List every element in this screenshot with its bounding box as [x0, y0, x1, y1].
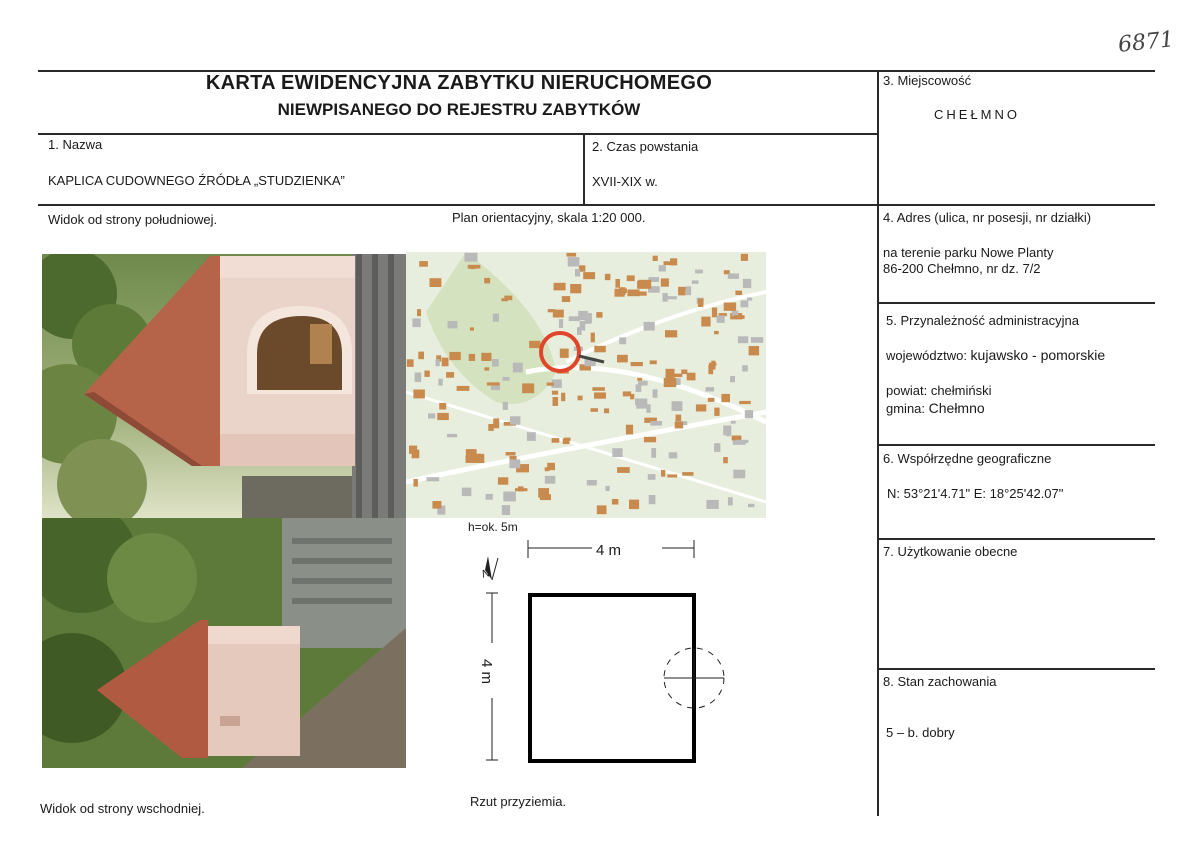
map-building — [547, 463, 555, 470]
map-building — [637, 378, 642, 381]
coords-label: 6. Współrzędne geograficzne — [883, 451, 1052, 466]
orientation-map — [406, 252, 766, 518]
map-building — [714, 408, 719, 416]
name-label: 1. Nazwa — [48, 137, 103, 152]
map-building — [675, 422, 684, 429]
condition-label: 8. Stan zachowania — [883, 674, 997, 689]
map-building — [606, 486, 610, 491]
map-building — [561, 393, 565, 402]
commune-value: Chełmno — [928, 400, 985, 416]
map-building — [669, 452, 678, 458]
map-building — [554, 283, 566, 291]
locality-value: CHEŁMNO — [934, 107, 1021, 122]
map-building — [560, 349, 569, 358]
map-building — [653, 389, 658, 398]
map-building — [617, 467, 630, 473]
county-prefix: powiat: — [886, 383, 931, 398]
map-building — [430, 278, 442, 287]
date-label: 2. Czas powstania — [592, 139, 699, 154]
map-building — [604, 408, 609, 413]
map-building — [449, 352, 460, 360]
map-building — [585, 319, 591, 324]
map-building — [644, 322, 655, 331]
map-building — [587, 480, 597, 486]
map-building — [735, 291, 742, 295]
map-building — [678, 287, 686, 296]
map-building — [664, 378, 677, 387]
map-building — [407, 359, 414, 367]
map-building — [462, 488, 472, 497]
map-building — [728, 273, 739, 279]
map-building — [712, 308, 717, 318]
voivodeship-value: kujawsko - pomorskie — [970, 347, 1106, 363]
map-building — [457, 386, 470, 391]
map-building — [484, 367, 489, 370]
map-building — [734, 315, 745, 319]
map-building — [650, 360, 657, 364]
voivodeship-row — [886, 347, 1105, 363]
map-building — [714, 331, 719, 334]
card-subtitle: NIEWPISANEGO DO REJESTRU ZABYTKÓW — [277, 100, 641, 119]
map-building — [650, 421, 662, 426]
voivodeship-prefix: województwo: — [886, 348, 971, 363]
map-building — [619, 337, 626, 344]
map-building — [498, 477, 508, 484]
map-building — [627, 275, 635, 281]
right-column-divider — [877, 70, 879, 816]
map-building — [748, 504, 754, 507]
map-building — [732, 436, 742, 441]
map-building — [638, 381, 648, 386]
map-building — [509, 459, 520, 468]
admin-bottom-rule — [877, 444, 1155, 446]
chapel-east-image — [42, 518, 406, 768]
map-building — [751, 337, 763, 343]
map-building — [664, 261, 674, 265]
map-building — [518, 486, 524, 491]
map-building — [698, 299, 704, 308]
map-building — [728, 497, 733, 505]
condition-value: 5 – b. dobry — [886, 725, 955, 740]
address-line1: na terenie parku Nowe Planty — [883, 245, 1054, 260]
map-building — [491, 386, 500, 391]
map-building — [545, 476, 556, 484]
height-note: h=ok. 5m — [468, 520, 518, 534]
map-building — [570, 284, 581, 293]
coords-bottom-rule — [877, 538, 1155, 540]
map-building — [591, 408, 599, 412]
map-building — [747, 298, 752, 301]
map-building — [562, 296, 570, 302]
map-building — [743, 279, 751, 288]
coords-value: N: 53°21'4.71" E: 18°25'42.07" — [887, 486, 1064, 501]
map-building — [717, 315, 725, 323]
map-building — [424, 371, 429, 377]
map-building — [568, 257, 580, 266]
map-building — [578, 396, 583, 401]
name-value: KAPLICA CUDOWNEGO ŹRÓDŁA „STUDZIENKA” — [48, 173, 345, 188]
map-building — [592, 387, 605, 391]
map-building — [675, 404, 680, 409]
locality-label: 3. Miejscowość — [883, 73, 972, 88]
map-building — [503, 377, 510, 381]
map-building — [596, 312, 602, 318]
map-building — [417, 309, 421, 316]
commune-row — [886, 400, 985, 416]
map-building — [414, 479, 418, 487]
title-bottom-rule — [38, 133, 878, 135]
map-building — [559, 319, 563, 328]
photo-east-view — [42, 518, 406, 768]
address-line2: 86-200 Chełmno, nr dz. 7/2 — [883, 261, 1041, 276]
usage-bottom-rule — [877, 668, 1155, 670]
map-building — [721, 394, 730, 402]
north-label: N — [480, 567, 492, 581]
map-building — [412, 318, 420, 327]
map-building — [706, 500, 718, 509]
map-building — [503, 492, 516, 502]
map-building — [666, 369, 675, 378]
name-date-divider — [583, 133, 585, 205]
map-building — [708, 398, 715, 402]
map-building — [627, 290, 639, 297]
map-building — [486, 494, 493, 500]
map-building — [413, 390, 425, 399]
handwritten-inventory-number: 6871 — [1116, 27, 1176, 58]
map-building — [731, 421, 736, 424]
map-building — [488, 424, 493, 431]
map-building — [631, 362, 643, 366]
map-building — [674, 374, 683, 378]
map-building — [626, 425, 633, 435]
map-building — [591, 333, 595, 343]
name-bottom-rule — [38, 204, 1155, 206]
map-building — [446, 372, 454, 378]
admin-label: 5. Przynależność administracyjna — [886, 313, 1079, 328]
map-building — [419, 261, 428, 267]
date-value: XVII-XIX w. — [592, 174, 658, 189]
map-building — [636, 384, 642, 392]
map-building — [583, 272, 595, 279]
map-building — [612, 448, 622, 457]
map-building — [709, 363, 717, 366]
orientation-map-image — [406, 252, 766, 518]
map-building — [432, 501, 441, 509]
caption-view-south: Widok od strony południowej. — [48, 212, 218, 227]
map-building — [513, 363, 523, 373]
map-building — [569, 316, 580, 321]
map-building — [639, 280, 652, 289]
caption-view-east: Widok od strony wschodniej. — [40, 801, 205, 816]
map-building — [502, 505, 510, 515]
address-bottom-rule — [877, 302, 1155, 304]
map-building — [552, 438, 560, 443]
map-building — [733, 470, 745, 479]
map-building — [493, 418, 499, 428]
map-building — [503, 402, 508, 410]
map-building — [687, 373, 696, 381]
commune-prefix: gmina: — [886, 401, 929, 416]
map-building — [706, 387, 715, 391]
map-building — [552, 391, 558, 395]
map-building — [730, 376, 735, 382]
map-building — [538, 488, 549, 498]
map-building — [726, 430, 730, 436]
map-building — [644, 437, 656, 442]
map-building — [529, 341, 540, 348]
map-building — [701, 317, 710, 327]
county-value: chełmiński — [930, 383, 992, 398]
map-building — [484, 278, 490, 284]
map-building — [724, 303, 736, 311]
map-building — [510, 416, 520, 424]
depth-dimension-label: 4 m — [478, 658, 496, 685]
map-building — [649, 495, 656, 504]
map-building — [661, 470, 665, 477]
map-building — [501, 298, 508, 301]
map-building — [522, 383, 534, 393]
map-building — [437, 413, 449, 420]
map-building — [412, 450, 420, 459]
map-building — [741, 254, 748, 261]
chapel-south-image — [42, 254, 406, 518]
map-building — [470, 265, 475, 269]
map-building — [577, 327, 582, 335]
map-building — [506, 452, 516, 456]
map-building — [469, 354, 475, 361]
photo-south-view — [42, 254, 406, 518]
card-title: KARTA EWIDENCYJNA ZABYTKU NIERUCHOMEGO — [205, 72, 713, 94]
map-building — [682, 472, 693, 476]
map-building — [438, 379, 442, 386]
map-building — [493, 314, 499, 322]
map-building — [575, 269, 580, 277]
caption-plan: Plan orientacyjny, skala 1:20 000. — [452, 210, 646, 225]
map-building — [427, 477, 440, 481]
floor-plan-drawing — [406, 518, 768, 768]
map-building — [738, 336, 748, 343]
map-building — [492, 359, 499, 367]
map-building — [442, 358, 449, 367]
map-building — [465, 253, 478, 262]
map-building — [527, 432, 536, 441]
map-building — [597, 505, 607, 514]
map-building — [469, 454, 481, 462]
map-building — [623, 391, 631, 396]
map-building — [448, 321, 458, 328]
map-building — [696, 404, 706, 411]
map-building — [439, 403, 446, 410]
map-building — [563, 439, 570, 444]
caption-floor-plan: Rzut przyziemia. — [470, 794, 567, 809]
map-building — [686, 286, 691, 295]
map-building — [695, 270, 703, 274]
map-building — [619, 287, 625, 295]
map-building — [447, 434, 457, 437]
map-building — [428, 413, 435, 418]
map-building — [547, 383, 554, 386]
map-building — [659, 265, 666, 271]
map-building — [635, 399, 647, 406]
map-building — [741, 300, 749, 307]
map-building — [481, 353, 491, 361]
map-building — [745, 410, 753, 418]
map-building — [739, 401, 751, 404]
map-building — [667, 296, 677, 299]
map-building — [681, 370, 687, 375]
map-building — [648, 474, 656, 480]
map-building — [605, 274, 611, 280]
floor-plan — [406, 518, 768, 768]
map-building — [594, 392, 606, 398]
map-building — [487, 382, 500, 385]
map-building — [714, 443, 720, 452]
map-building — [629, 500, 639, 510]
usage-label: 7. Użytkowanie obecne — [883, 544, 1018, 559]
map-building — [553, 397, 559, 406]
map-building — [612, 499, 619, 505]
map-building — [615, 279, 620, 288]
map-building — [653, 256, 658, 261]
map-building — [617, 355, 628, 363]
map-building — [567, 253, 577, 257]
map-building — [415, 372, 422, 382]
map-building — [692, 280, 699, 284]
map-building — [667, 474, 677, 477]
map-building — [661, 278, 669, 286]
map-building — [594, 346, 606, 353]
address-label: 4. Adres (ulica, nr posesji, nr działki) — [883, 210, 1092, 225]
county-row — [886, 383, 992, 398]
map-building — [742, 365, 748, 371]
map-building — [553, 310, 564, 318]
width-dimension-label: 4 m — [596, 542, 622, 559]
map-building — [436, 359, 440, 366]
map-building — [749, 346, 760, 355]
map-building — [733, 441, 746, 445]
map-building — [651, 448, 656, 458]
map-building — [723, 457, 728, 463]
map-building — [470, 327, 474, 330]
map-building — [665, 330, 677, 337]
map-building — [418, 352, 424, 360]
